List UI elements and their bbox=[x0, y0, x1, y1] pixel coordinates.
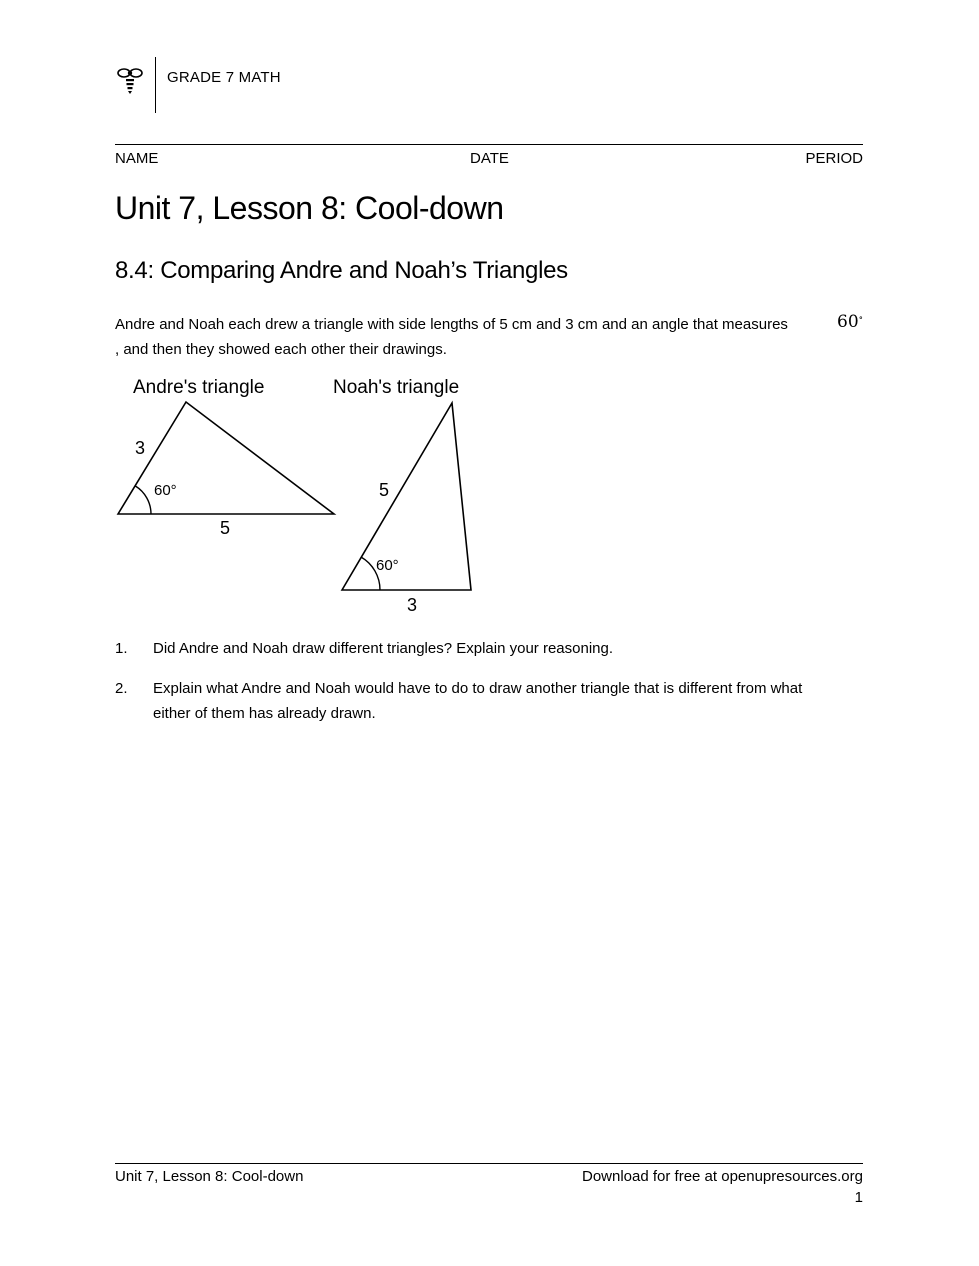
footer-download-link[interactable]: Download for free at openupresources.org bbox=[581, 1168, 863, 1185]
intro-paragraph bbox=[115, 312, 863, 362]
openup-logo-icon bbox=[114, 64, 146, 96]
section-title: 8.4: Comparing Andre and Noah’s Triangles bbox=[115, 257, 568, 284]
question-number: 2. bbox=[115, 680, 128, 697]
angle-unit: ∘ bbox=[858, 313, 864, 324]
andre-side-5: 5 bbox=[220, 518, 231, 538]
triangles-figure bbox=[115, 372, 475, 622]
footer-lesson: Unit 7, Lesson 8: Cool-down bbox=[115, 1168, 304, 1185]
intro-text-before: Andre and Noah each drew a triangle with side lengths of 5 cm and 3 cm and an angle that measures bbox=[115, 316, 788, 333]
noah-side-5: 5 bbox=[379, 480, 390, 500]
noah-triangle bbox=[342, 403, 471, 590]
question-text: Did Andre and Noah draw different triangles? Explain your reasoning. bbox=[153, 640, 614, 657]
andre-angle-label: 60° bbox=[154, 482, 177, 499]
header-divider bbox=[155, 57, 156, 113]
noah-triangle-label: Noah's triangle bbox=[333, 377, 460, 398]
page-number: 1 bbox=[854, 1189, 863, 1206]
andre-side-3: 3 bbox=[135, 438, 146, 458]
top-rule bbox=[115, 144, 863, 145]
period-field-label: PERIOD bbox=[805, 150, 863, 167]
andre-triangle-label: Andre's triangle bbox=[133, 377, 265, 398]
name-field-label: NAME bbox=[115, 150, 159, 167]
date-field-label: DATE bbox=[470, 150, 509, 167]
question-number: 1. bbox=[115, 640, 128, 657]
noah-side-3: 3 bbox=[407, 595, 418, 615]
angle-measure bbox=[837, 312, 863, 332]
andre-triangle bbox=[118, 402, 334, 514]
page-title: Unit 7, Lesson 8: Cool-down bbox=[115, 190, 504, 226]
angle-value: 60 bbox=[837, 312, 859, 332]
andre-angle-arc bbox=[135, 486, 151, 514]
intro-text-after: , and then they showed each other their drawings. bbox=[115, 341, 447, 358]
grade-label: GRADE 7 MATH bbox=[167, 69, 281, 86]
footer-rule bbox=[115, 1163, 863, 1164]
noah-angle-label: 60° bbox=[376, 557, 399, 574]
question-text: Explain what Andre and Noah would have to do to draw another triangle that is different from what either of them has already drawn. bbox=[153, 680, 803, 722]
